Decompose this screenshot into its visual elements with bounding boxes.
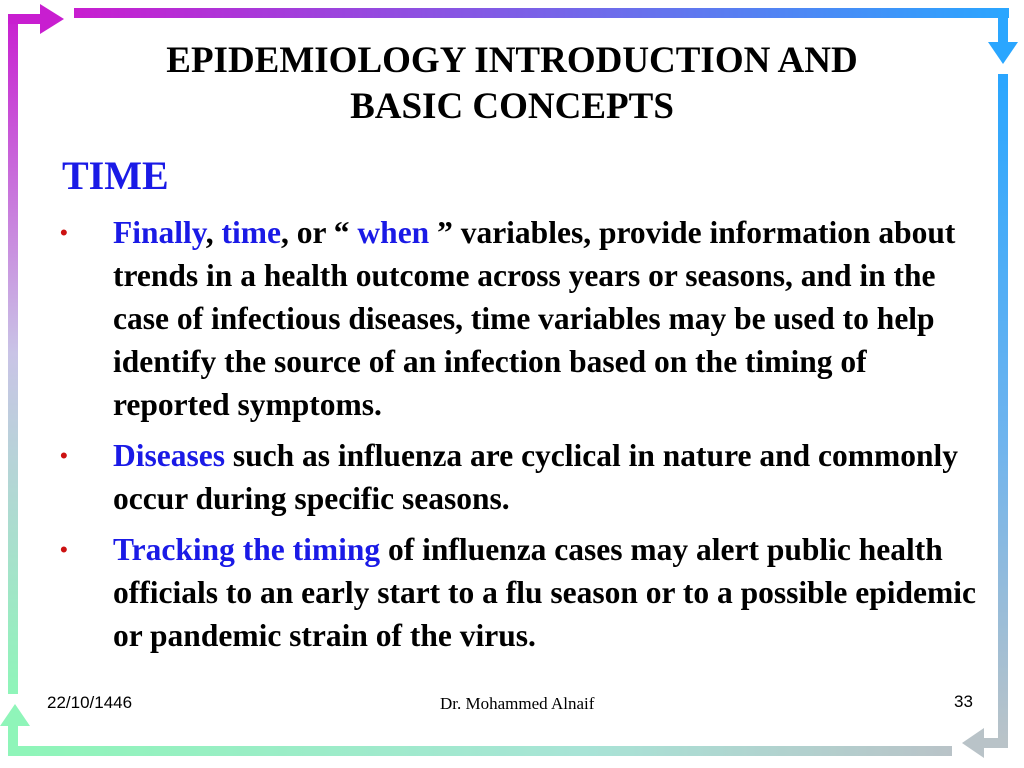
right-bar bbox=[998, 74, 1008, 740]
bullet-text-highlight: time bbox=[221, 215, 281, 250]
footer-author: Dr. Mohammed Alnaif bbox=[440, 694, 595, 713]
bullet-text: such as influenza are cyclical in nature and commonly occur during specific seasons. bbox=[113, 438, 958, 516]
bullet-text-highlight: Diseases bbox=[113, 438, 225, 473]
bullet-text: , bbox=[205, 215, 222, 250]
footer-date: 22/10/1446 bbox=[47, 693, 133, 712]
bullet-list bbox=[60, 211, 990, 665]
bullet-text: , or “ bbox=[281, 215, 358, 250]
bullet-item bbox=[60, 434, 990, 520]
bottom-bar bbox=[28, 746, 952, 756]
top-bar bbox=[74, 8, 1009, 18]
bottom-left-arrow bbox=[0, 704, 34, 756]
slide-title-line-2: BASIC CONCEPTS bbox=[350, 86, 674, 127]
bullet-icon: • bbox=[60, 443, 68, 468]
bullet-text-highlight: Finally bbox=[113, 215, 206, 250]
slide-page-number: 33 bbox=[954, 692, 973, 711]
bullet-text: ” variables, provide information about trends in a health outcome across years or seasons, and in the case of infectious diseases, time variables may be used to help identify the source of an infection based on the timing of reported symptoms. bbox=[113, 215, 956, 422]
bullet-icon: • bbox=[60, 537, 68, 562]
slide-title bbox=[100, 38, 924, 130]
slide-title-line-1: EPIDEMIOLOGY INTRODUCTION AND bbox=[166, 40, 858, 81]
bullet-item bbox=[60, 528, 990, 657]
bullet-item bbox=[60, 211, 990, 426]
top-left-arrow bbox=[8, 4, 64, 694]
section-heading: TIME bbox=[62, 153, 169, 198]
bullet-icon: • bbox=[60, 220, 68, 245]
bullet-text-highlight: Tracking the timing bbox=[113, 532, 381, 567]
bullet-text-highlight: when bbox=[357, 215, 430, 250]
bullet-text: of influenza cases may alert public health officials to an early start to a flu season or to a possible epidemic or pandemic strain of the virus. bbox=[113, 532, 976, 653]
